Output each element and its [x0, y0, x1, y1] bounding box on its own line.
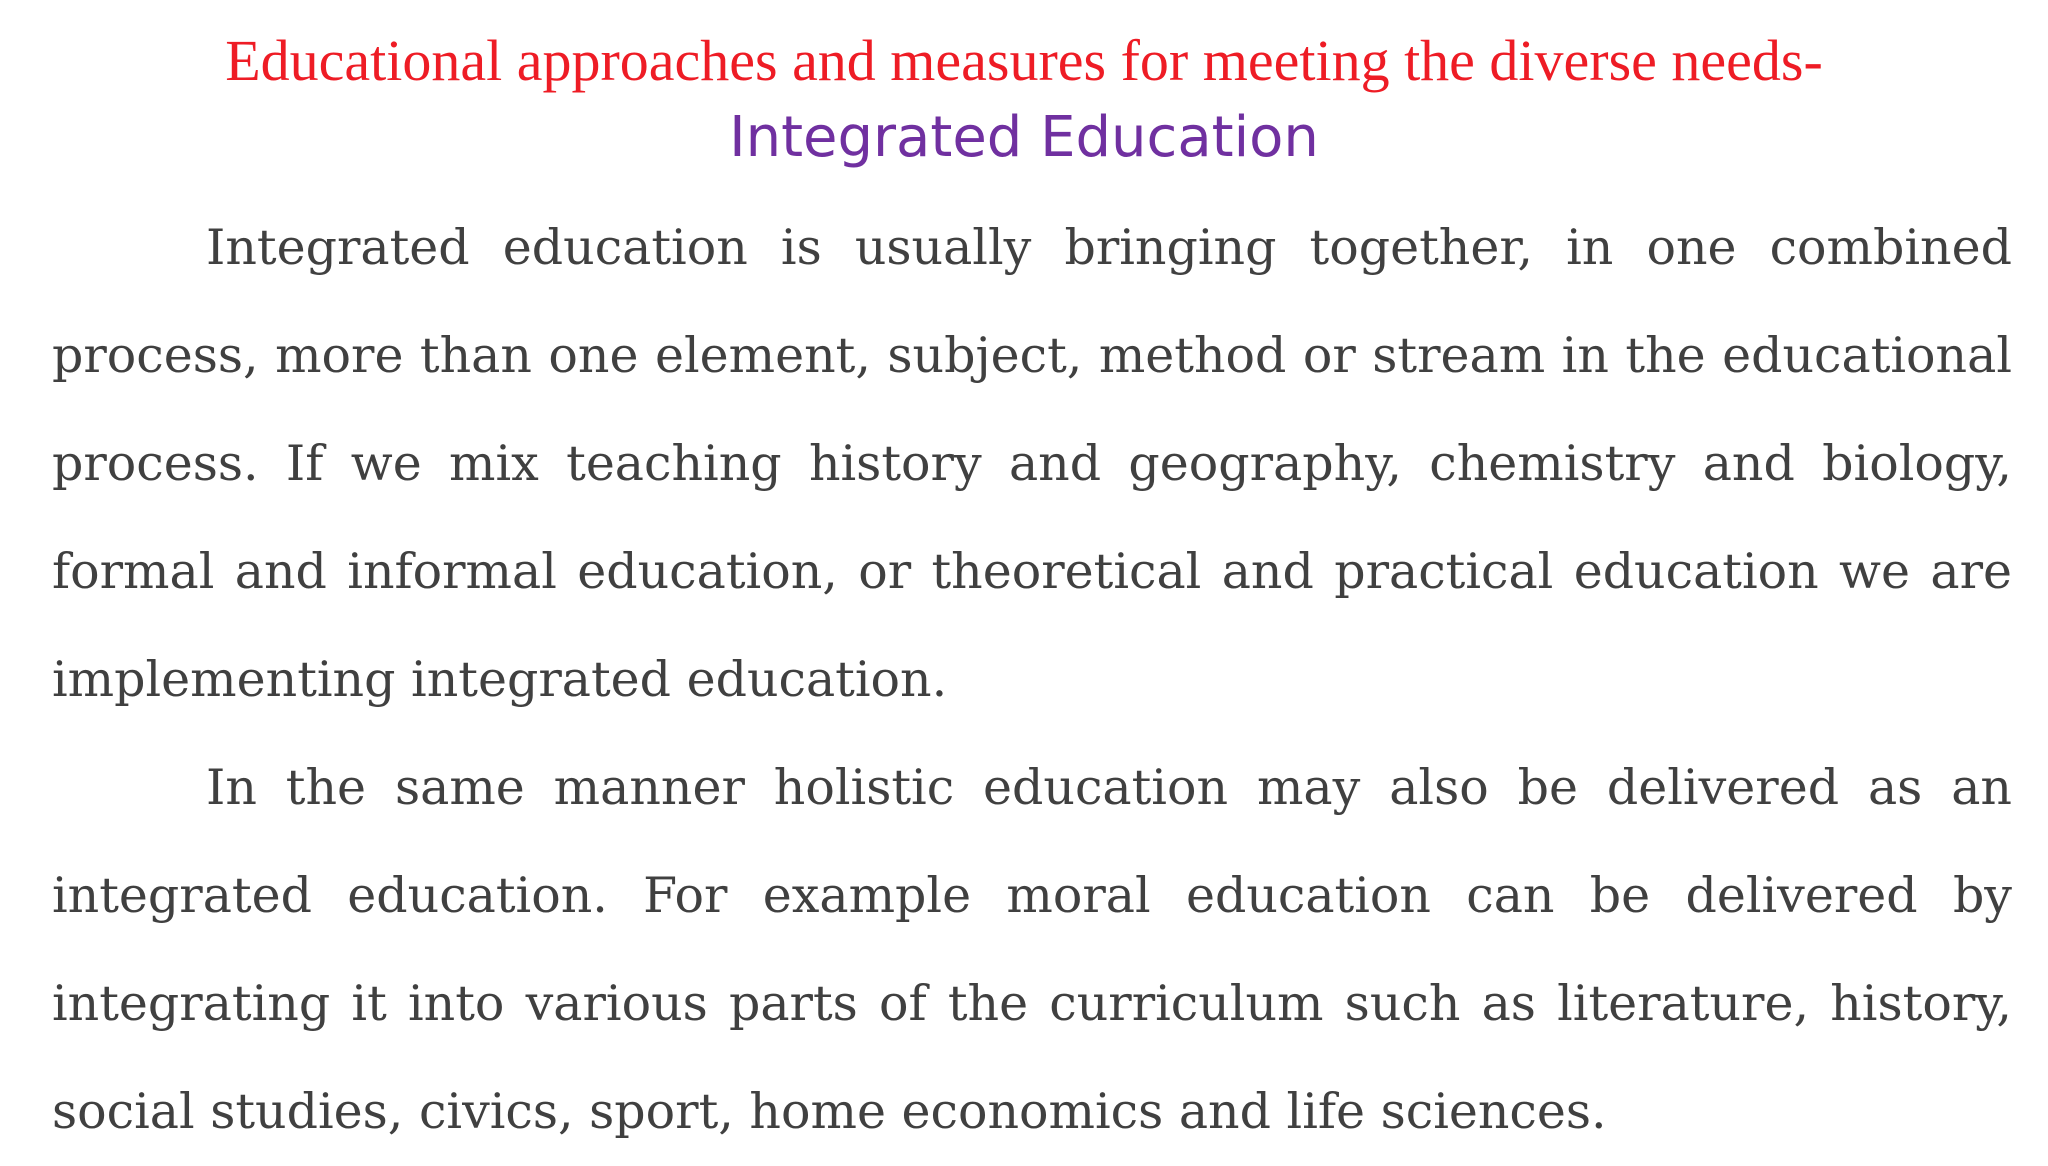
body-paragraph: Integrated education is usually bringing together, in one combined process, more than one element, subject, method or stream in the educational process. If we mix teaching history and geography, chemistry and biology, formal and informal education, or theoretical and practical education we are implementing integrated education. [52, 219, 2012, 708]
slide-title: Educational approaches and measures for meeting the diverse needs- [225, 28, 1823, 93]
slide-subtitle: Integrated Education [729, 105, 1319, 170]
body-paragraph: In the same manner holistic education may also be delivered as an integrated education. For example moral education can be delivered by integrating it into various parts of the curriculum such as literature, history, social studies, civics, sport, home economics and life sciences. [52, 759, 2012, 1140]
